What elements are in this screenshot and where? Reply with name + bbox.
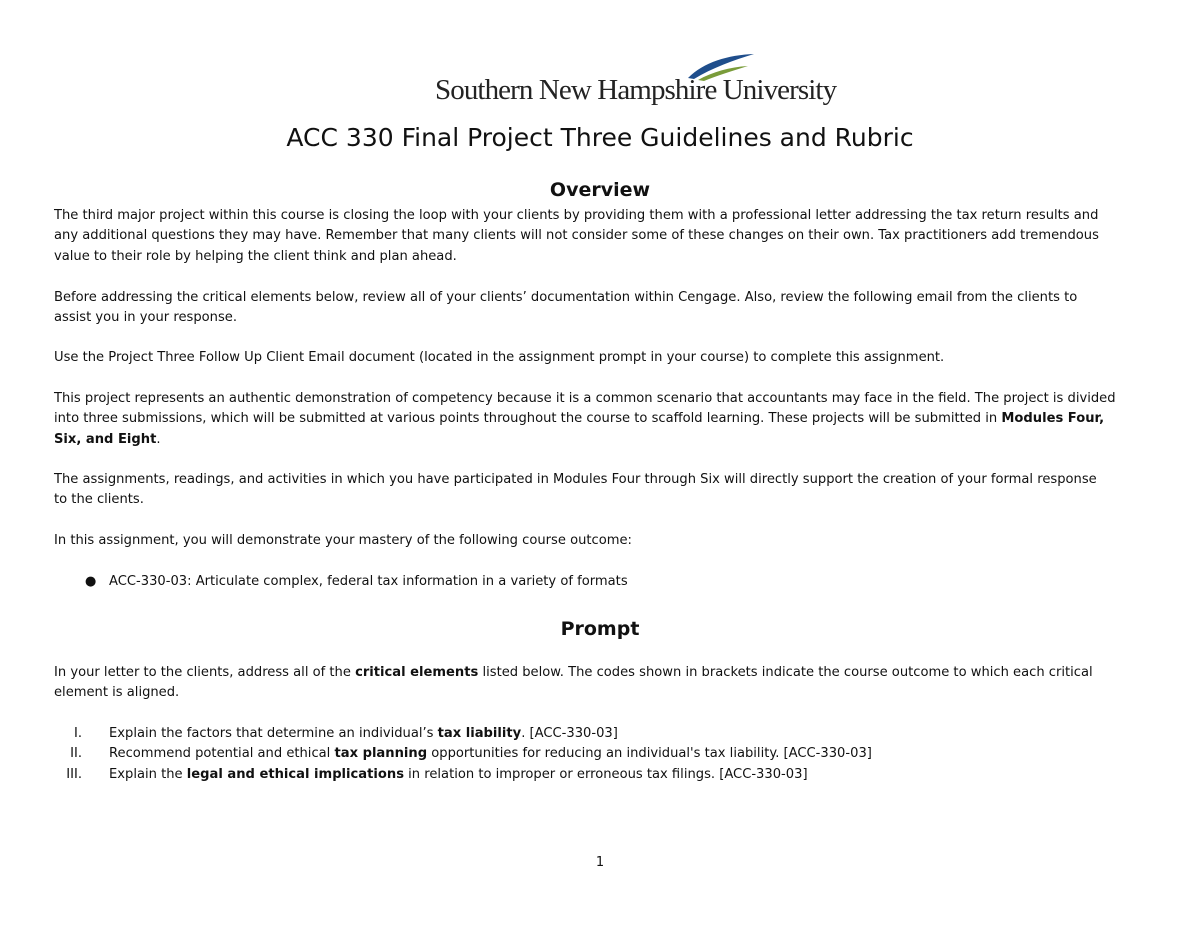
text-line: The assignments, readings, and activities in which you have participated in Modules Four through Six will directly support the creation of your formal response: [54, 472, 1097, 487]
text-line: element is aligned.: [54, 685, 180, 701]
course-outcome-item: [54, 572, 1154, 592]
critical-element-item: [0, 744, 1200, 764]
overview-paragraph-4: [54, 389, 1154, 450]
document-title: ACC 330 Final Project Three Guidelines and Rubric: [286, 123, 914, 152]
text-run: in relation to improper or erroneous tax filings. [ACC-330-03]: [404, 767, 808, 782]
text-line: [54, 430, 1154, 450]
bullet-icon: ●: [85, 574, 97, 589]
modules-bold-text: Six, and Eight: [54, 431, 157, 447]
overview-paragraph-5: [54, 470, 1154, 511]
list-number: II.: [70, 746, 82, 761]
text-run: opportunities for reducing an individual's tax liability. [ACC-330-03]: [427, 746, 872, 761]
prompt-heading: Prompt: [560, 618, 640, 640]
text-line: [54, 409, 1154, 429]
overview-paragraph-3: [54, 348, 1154, 368]
text-line: Before addressing the critical elements below, review all of your clients’ documentation within Cengage. Also, review the following email from the clients to: [54, 290, 1078, 305]
list-number: III.: [66, 767, 82, 782]
course-outcome-text: ACC-330-03: Articulate complex, federal tax information in a variety of formats: [109, 574, 628, 589]
overview-paragraph-2: [54, 288, 1154, 329]
overview-paragraph-6: [54, 531, 1154, 551]
overview-paragraph-1: [54, 206, 1154, 267]
text-run: listed below. The codes shown in brackets indicate the course outcome to which each critical: [478, 665, 1093, 680]
text-line: any additional questions they may have. Remember that many clients will not consider some of these changes on their own. Tax practitioners add tremendous: [54, 228, 1099, 244]
text-line: This project represents an authentic demonstration of competency because it is a common scenario that accountants may face in the field. The project is divided: [54, 391, 1116, 406]
bold-term: legal and ethical implications: [186, 767, 404, 782]
list-item-text: [109, 724, 618, 744]
bold-term: tax planning: [334, 746, 428, 761]
text-run: Recommend potential and ethical: [109, 746, 335, 761]
text-line: to the clients.: [54, 492, 144, 508]
text-run: . [ACC-330-03]: [521, 726, 618, 741]
bold-term: tax liability: [437, 726, 522, 741]
text-run: .: [156, 431, 161, 447]
modules-bold-text: Modules Four,: [1001, 411, 1105, 427]
list-item-text: [109, 744, 872, 764]
text-run: into three submissions, which will be submitted at various points throughout the course to scaffold learning. These projects will be submitted in: [54, 411, 1002, 427]
text-run: In your letter to the clients, address all of the: [54, 665, 356, 680]
page-number: 1: [595, 855, 605, 870]
list-number: I.: [73, 726, 82, 741]
text-line: assist you in your response.: [54, 310, 237, 326]
text-line: Use the Project Three Follow Up Client Email document (located in the assignment prompt in your course) to complete this assignment.: [54, 350, 945, 365]
university-logo: [432, 50, 837, 110]
text-run: Explain the: [109, 767, 187, 782]
list-item-text: [109, 765, 808, 785]
text-line: In this assignment, you will demonstrate your mastery of the following course outcome:: [54, 533, 632, 548]
critical-elements-bold-text: critical elements: [355, 665, 479, 680]
text-line: value to their role by helping the client think and plan ahead.: [54, 248, 457, 264]
prompt-intro: [54, 663, 1154, 704]
text-run: Explain the factors that determine an individual’s: [109, 726, 438, 741]
critical-element-item: [0, 765, 1200, 785]
logo-wordmark: Southern New Hampshire University: [435, 74, 837, 106]
text-line: [54, 663, 1154, 683]
overview-heading: Overview: [549, 179, 651, 201]
text-line: The third major project within this course is closing the loop with your clients by providing them with a professional letter addressing the tax return results and: [54, 208, 1099, 223]
critical-element-item: [0, 724, 1200, 744]
